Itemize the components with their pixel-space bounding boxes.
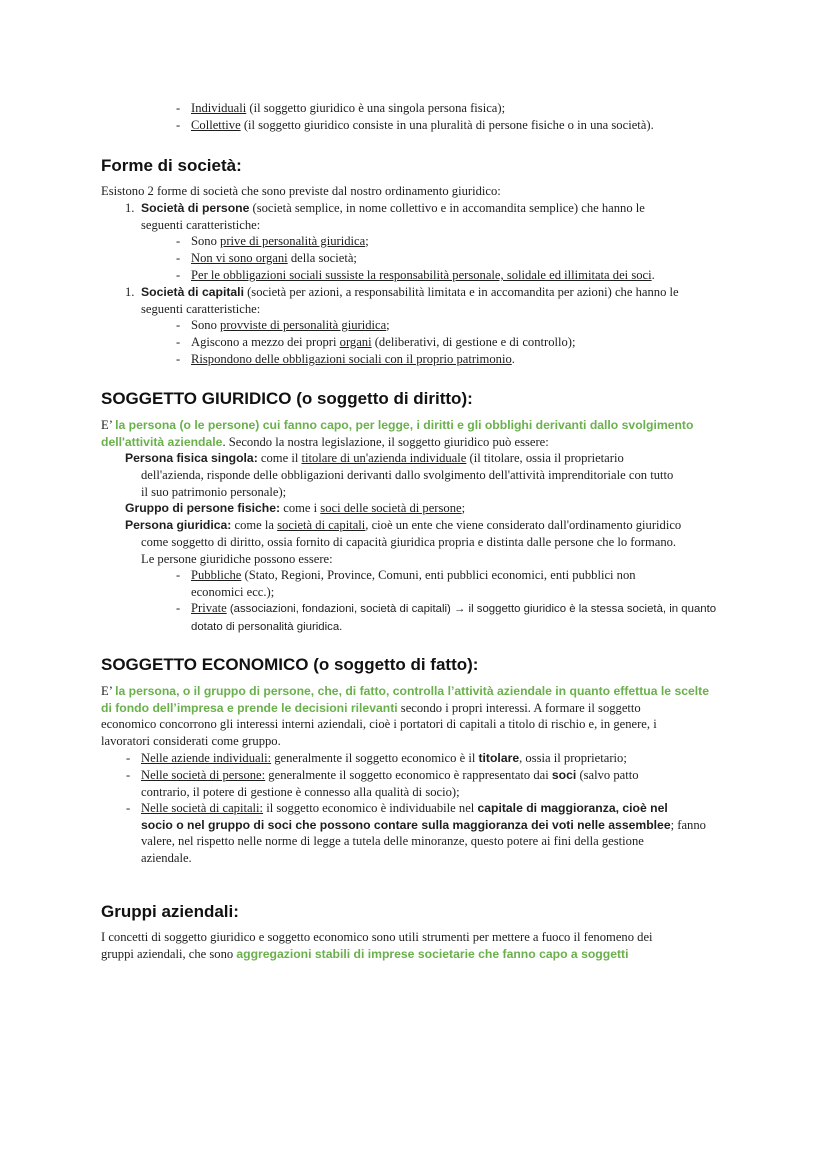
list-item: - Rispondono delle obbligazioni sociali con il proprio patrimonio. [191,351,515,368]
section-title-economico: SOGGETTO ECONOMICO (o soggetto di fatto): [101,655,479,674]
list-item-societa-capitali: - Nelle società di capitali: il soggetto economico è individuabile nel capitale di maggioranza, cioè nel socio o nel gruppo di soci che possono contare sulla maggioranza dei voti nelle assemblee; fanno valere, nel rispetto nelle norme di legge a tutela delle minoranze, questo potere ai fini della gestione aziendale. [141,800,731,866]
list-item-persone: Società di persone (società semplice, in nome collettivo e in accomandita semplice) che hanno le seguenti caratteristiche: [141,201,645,232]
list-item-aziende-individuali: - Nelle aziende individuali: generalmente il soggetto economico è il titolare, ossia il proprietario; [141,750,731,767]
section-title-giuridico: SOGGETTO GIURIDICO (o soggetto di diritto): [101,389,473,408]
list-item-persona-giuridica: Persona giuridica: come la società di capitali, cioè un ente che viene considerato dall'ordinamento giuridico [125,518,682,532]
paragraph: come soggetto di diritto, ossia fornito di capacità giuridica propria e distinta dalle persone che lo formano. Le persone giuridiche possono essere: [141,535,677,566]
list-item-persona-fisica: Persona fisica singola: come il titolare di un'azienda individuale (il titolare, ossia il proprietario [125,451,624,465]
list-item: - Collettive (il soggetto giuridico consiste in una pluralità di persone fisiche o in una società). [191,117,654,134]
list-item: - Per le obbligazioni sociali sussiste la responsabilità personale, solidale ed illimitata dei soci. [191,267,655,284]
list-item-societa-persone: - Nelle società di persone: generalmente il soggetto economico è rappresentato dai soci (salvo patto contrario, il potere di gestione è connesso alla qualità di socio); [141,767,731,800]
list-number: 1. [125,201,135,215]
paragraph: I concetti di soggetto giuridico e soggetto economico sono utili strumenti per mettere a fuoco il fenomeno dei gruppi aziendali, che sono aggregazioni stabili di imprese societarie che fanno capo a soggetti [101,930,653,961]
list-item: - Agiscono a mezzo dei propri organi (deliberativi, di gestione e di controllo); [191,334,576,351]
list-number: 1. [125,285,135,299]
section-title-forme: Forme di società: [101,156,242,175]
list-item: - Non vi sono organi della società; [191,250,357,267]
list-item-capitali: Società di capitali (società per azioni, a responsabilità limitata e in accomandita per azioni) che hanno le seguenti caratteristiche: [141,285,679,316]
paragraph: E’ la persona, o il gruppo di persone, che, di fatto, controlla l’attività aziendale in quanto effettua le scelte di fondo dell’impresa e prende le decisioni rilevanti secondo i propri interessi. A formare il soggetto economico concorrono gli interessi interni aziendali, cioè i portatori di capitali a titolo di rischio e, in genere, i lavoratori considerati come gruppo. [101,684,710,748]
list-item-gruppo: Gruppo di persone fisiche: come i soci delle società di persone; [125,501,466,515]
section-title-gruppi: Gruppi aziendali: [101,902,239,921]
paragraph: Esistono 2 forme di società che sono previste dal nostro ordinamento giuridico: [101,184,501,198]
list-item-private: - Private (associazioni, fondazioni, società di capitali) → il soggetto giuridico è la stessa società, in quanto dotato di personalità giuridica. [191,600,731,635]
list-item-pubbliche: - Pubbliche (Stato, Regioni, Province, Comuni, enti pubblici economici, enti pubblici non economici ecc.); [191,567,729,600]
list-item: - Sono prive di personalità giuridica; [191,233,369,250]
list-item: - Sono provviste di personalità giuridica; [191,317,390,334]
paragraph: dell'azienda, risponde delle obbligazioni derivanti dallo svolgimento dell'attività imprenditoriale con tutto il suo patrimonio personale); [141,468,674,499]
list-item: - Individuali (il soggetto giuridico è una singola persona fisica); [191,100,505,117]
paragraph: E’ la persona (o le persone) cui fanno capo, per legge, i diritti e gli obblighi derivanti dallo svolgimento dell'attività aziendale. Secondo la nostra legislazione, il soggetto giuridico può essere: [101,418,694,449]
